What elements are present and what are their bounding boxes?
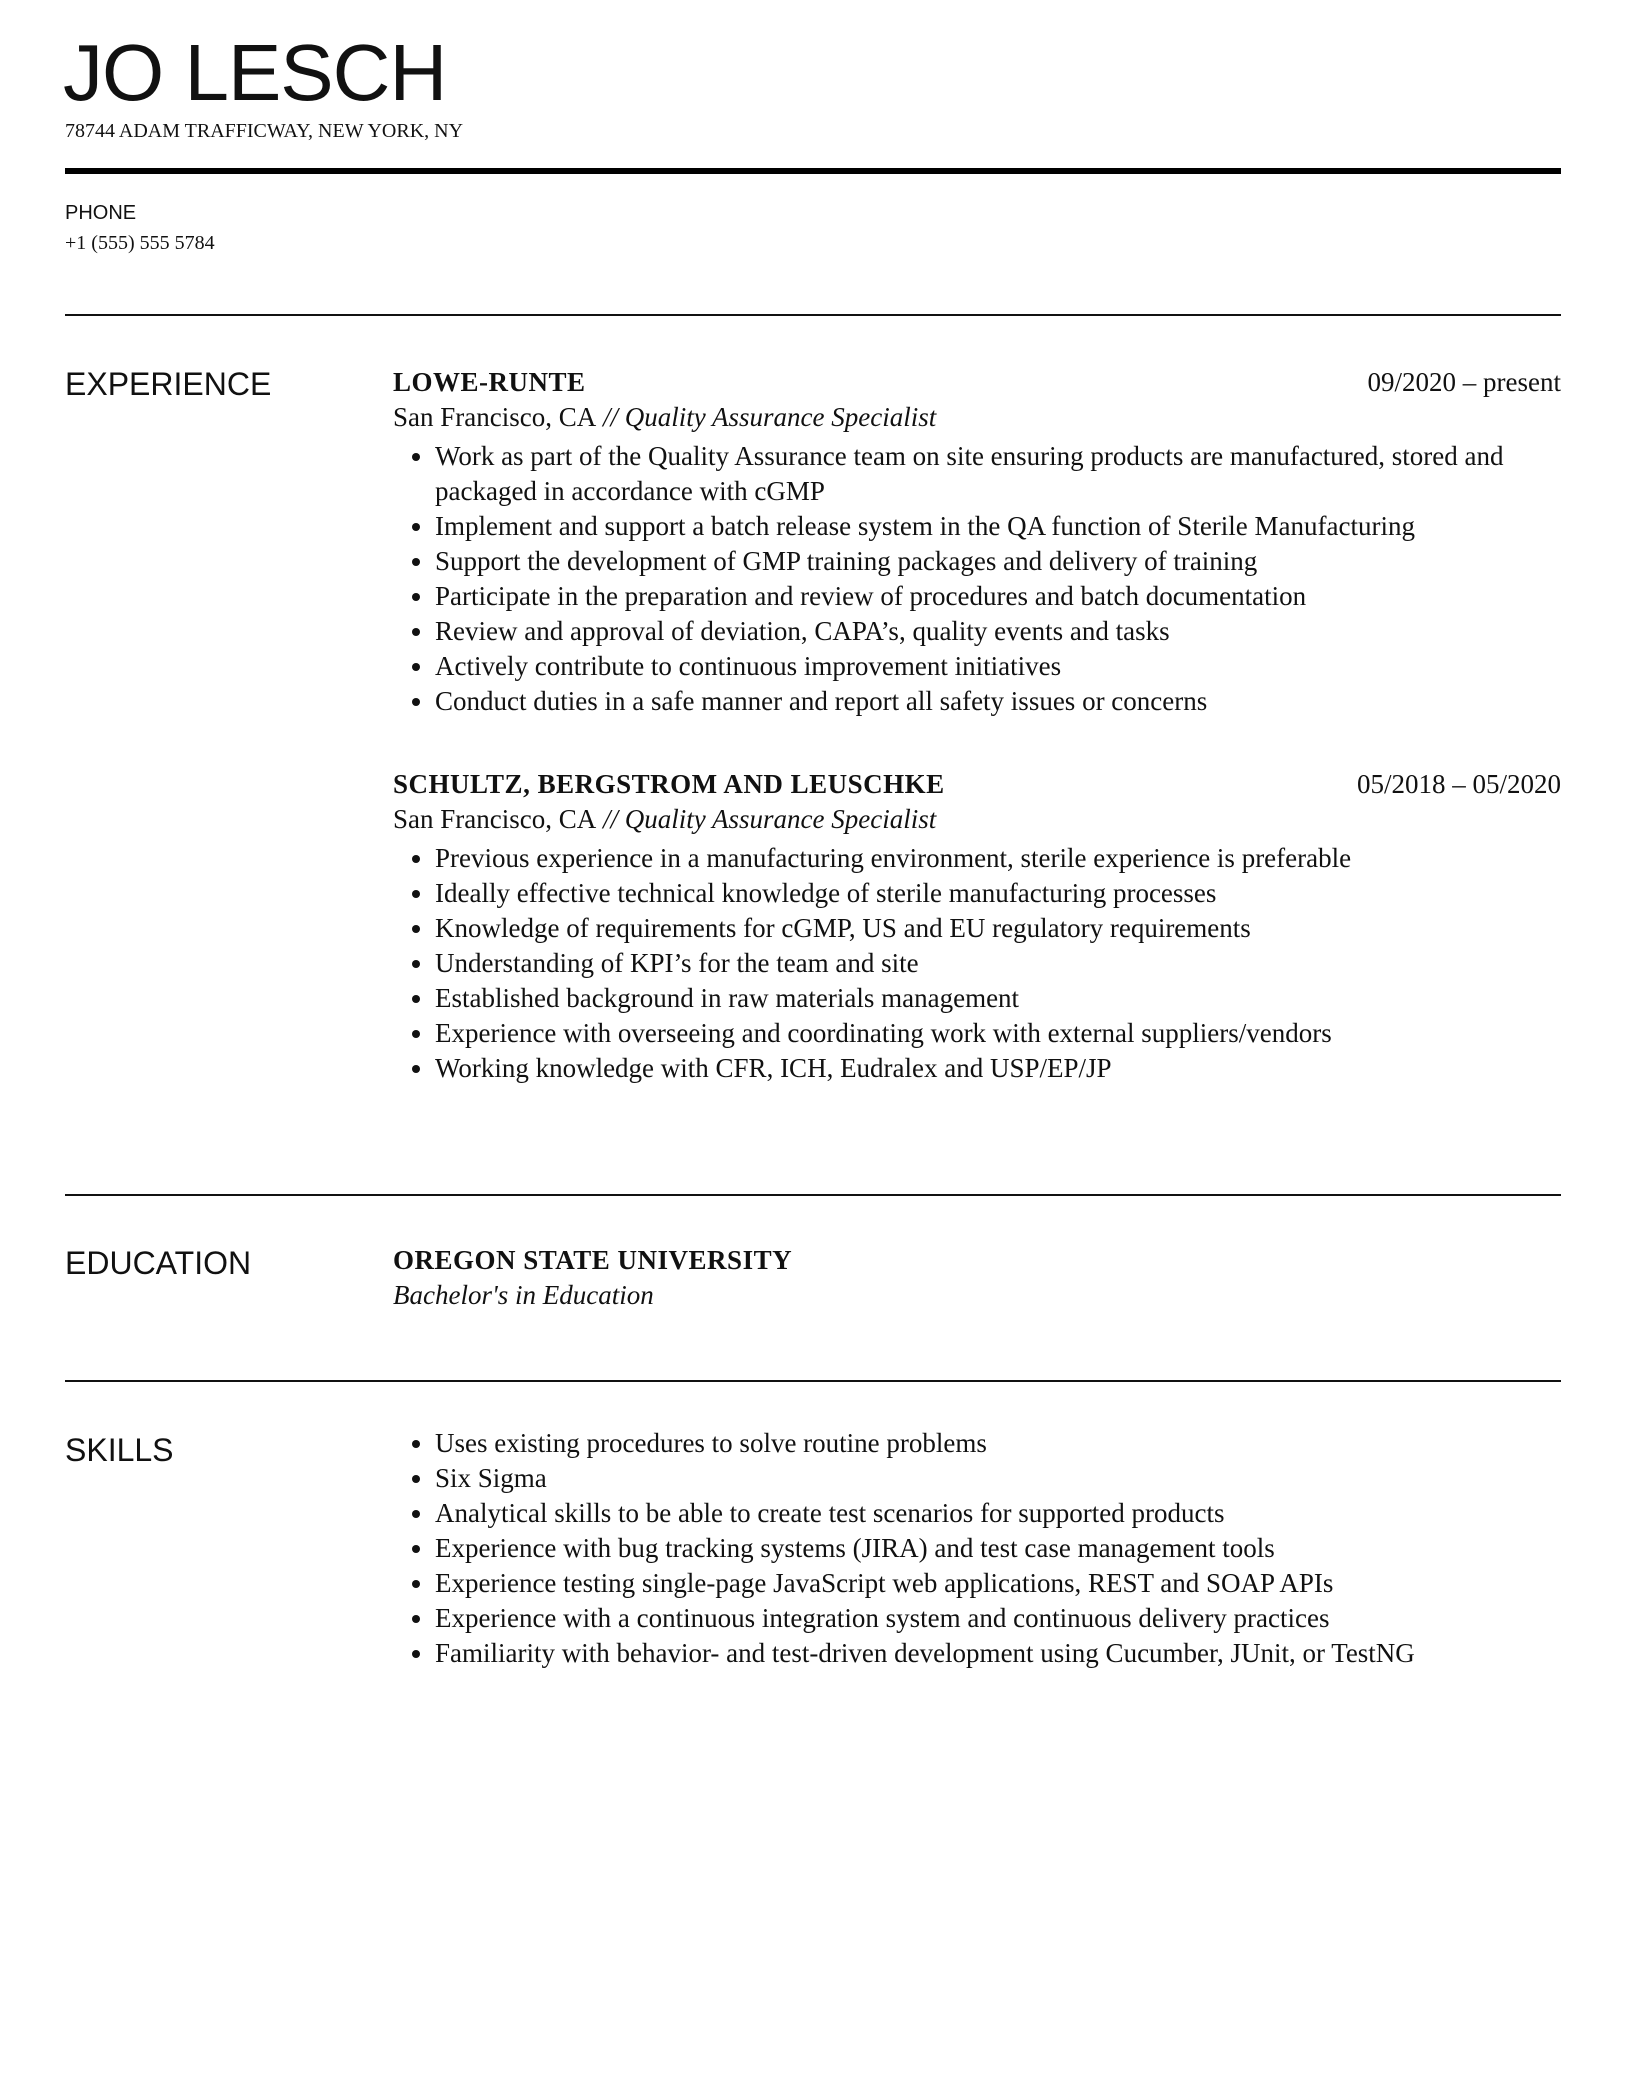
- skills-section: [393, 1426, 1561, 1671]
- school-name: OREGON STATE UNIVERSITY: [393, 1245, 793, 1275]
- list-item: • Conduct duties in a safe manner and report all safety issues or concerns: [435, 684, 1561, 719]
- list-item: • Experience with overseeing and coordinating work with external suppliers/vendors: [435, 1016, 1561, 1051]
- job-dates: 05/2018 – 05/2020: [1356, 769, 1561, 799]
- job-entry: [393, 767, 1561, 1086]
- degree: Bachelor's in Education: [393, 1280, 654, 1310]
- job-bullets: [393, 841, 1561, 1086]
- skills-list: [393, 1426, 1561, 1671]
- list-item: • Ideally effective technical knowledge of sterile manufacturing processes: [435, 876, 1561, 911]
- list-item: • Knowledge of requirements for cGMP, US and EU regulatory requirements: [435, 911, 1561, 946]
- separator: //: [596, 402, 625, 432]
- job-location: San Francisco, CA: [393, 402, 597, 432]
- list-item: • Experience with a continuous integration system and continuous delivery practices: [435, 1601, 1561, 1636]
- phone-value: +1 (555) 555 5784: [65, 232, 215, 254]
- list-item: • Actively contribute to continuous improvement initiatives: [435, 649, 1561, 684]
- experience-section: [393, 365, 1561, 1134]
- list-item: • Uses existing procedures to solve routine problems: [435, 1426, 1561, 1461]
- education-section: [393, 1243, 1561, 1313]
- list-item: • Analytical skills to be able to create test scenarios for supported products: [435, 1496, 1561, 1531]
- job-bullets: [393, 439, 1561, 719]
- list-item: • Established background in raw materials management: [435, 981, 1561, 1016]
- list-item: • Experience testing single-page JavaScript web applications, REST and SOAP APIs: [435, 1566, 1561, 1601]
- list-item: • Experience with bug tracking systems (JIRA) and test case management tools: [435, 1531, 1561, 1566]
- job-location: San Francisco, CA: [393, 804, 597, 834]
- job-role: Quality Assurance Specialist: [624, 402, 937, 432]
- list-item: • Work as part of the Quality Assurance team on site ensuring products are manufactured, stored and packaged in accordance with cGMP: [435, 439, 1561, 509]
- job-dates: 09/2020 – present: [1367, 367, 1561, 397]
- education-heading: EDUCATION: [65, 1245, 252, 1281]
- phone-label: PHONE: [65, 202, 137, 224]
- company-name: SCHULTZ, BERGSTROM AND LEUSCHKE: [393, 769, 945, 799]
- header-divider: [65, 168, 1561, 174]
- section-divider: [65, 1380, 1561, 1382]
- section-divider: [65, 1194, 1561, 1196]
- list-item: • Previous experience in a manufacturing environment, sterile experience is preferable: [435, 841, 1561, 876]
- list-item: • Working knowledge with CFR, ICH, Eudralex and USP/EP/JP: [435, 1051, 1561, 1086]
- list-item: • Support the development of GMP training packages and delivery of training: [435, 544, 1561, 579]
- company-name: LOWE-RUNTE: [393, 367, 586, 397]
- list-item: • Understanding of KPI’s for the team and site: [435, 946, 1561, 981]
- list-item: • Review and approval of deviation, CAPA’s, quality events and tasks: [435, 614, 1561, 649]
- section-divider: [65, 314, 1561, 316]
- list-item: • Participate in the preparation and review of procedures and batch documentation: [435, 579, 1561, 614]
- list-item: • Implement and support a batch release system in the QA function of Sterile Manufacturing: [435, 509, 1561, 544]
- separator: //: [596, 804, 625, 834]
- address: 78744 ADAM TRAFFICWAY, NEW YORK, NY: [65, 120, 464, 142]
- list-item: • Six Sigma: [435, 1461, 1561, 1496]
- job-entry: [393, 365, 1561, 719]
- job-role: Quality Assurance Specialist: [624, 804, 937, 834]
- experience-heading: EXPERIENCE: [65, 366, 272, 402]
- list-item: • Familiarity with behavior- and test-driven development using Cucumber, JUnit, or TestNG: [435, 1636, 1561, 1671]
- candidate-name: JO LESCH: [63, 28, 447, 117]
- skills-heading: SKILLS: [65, 1432, 174, 1468]
